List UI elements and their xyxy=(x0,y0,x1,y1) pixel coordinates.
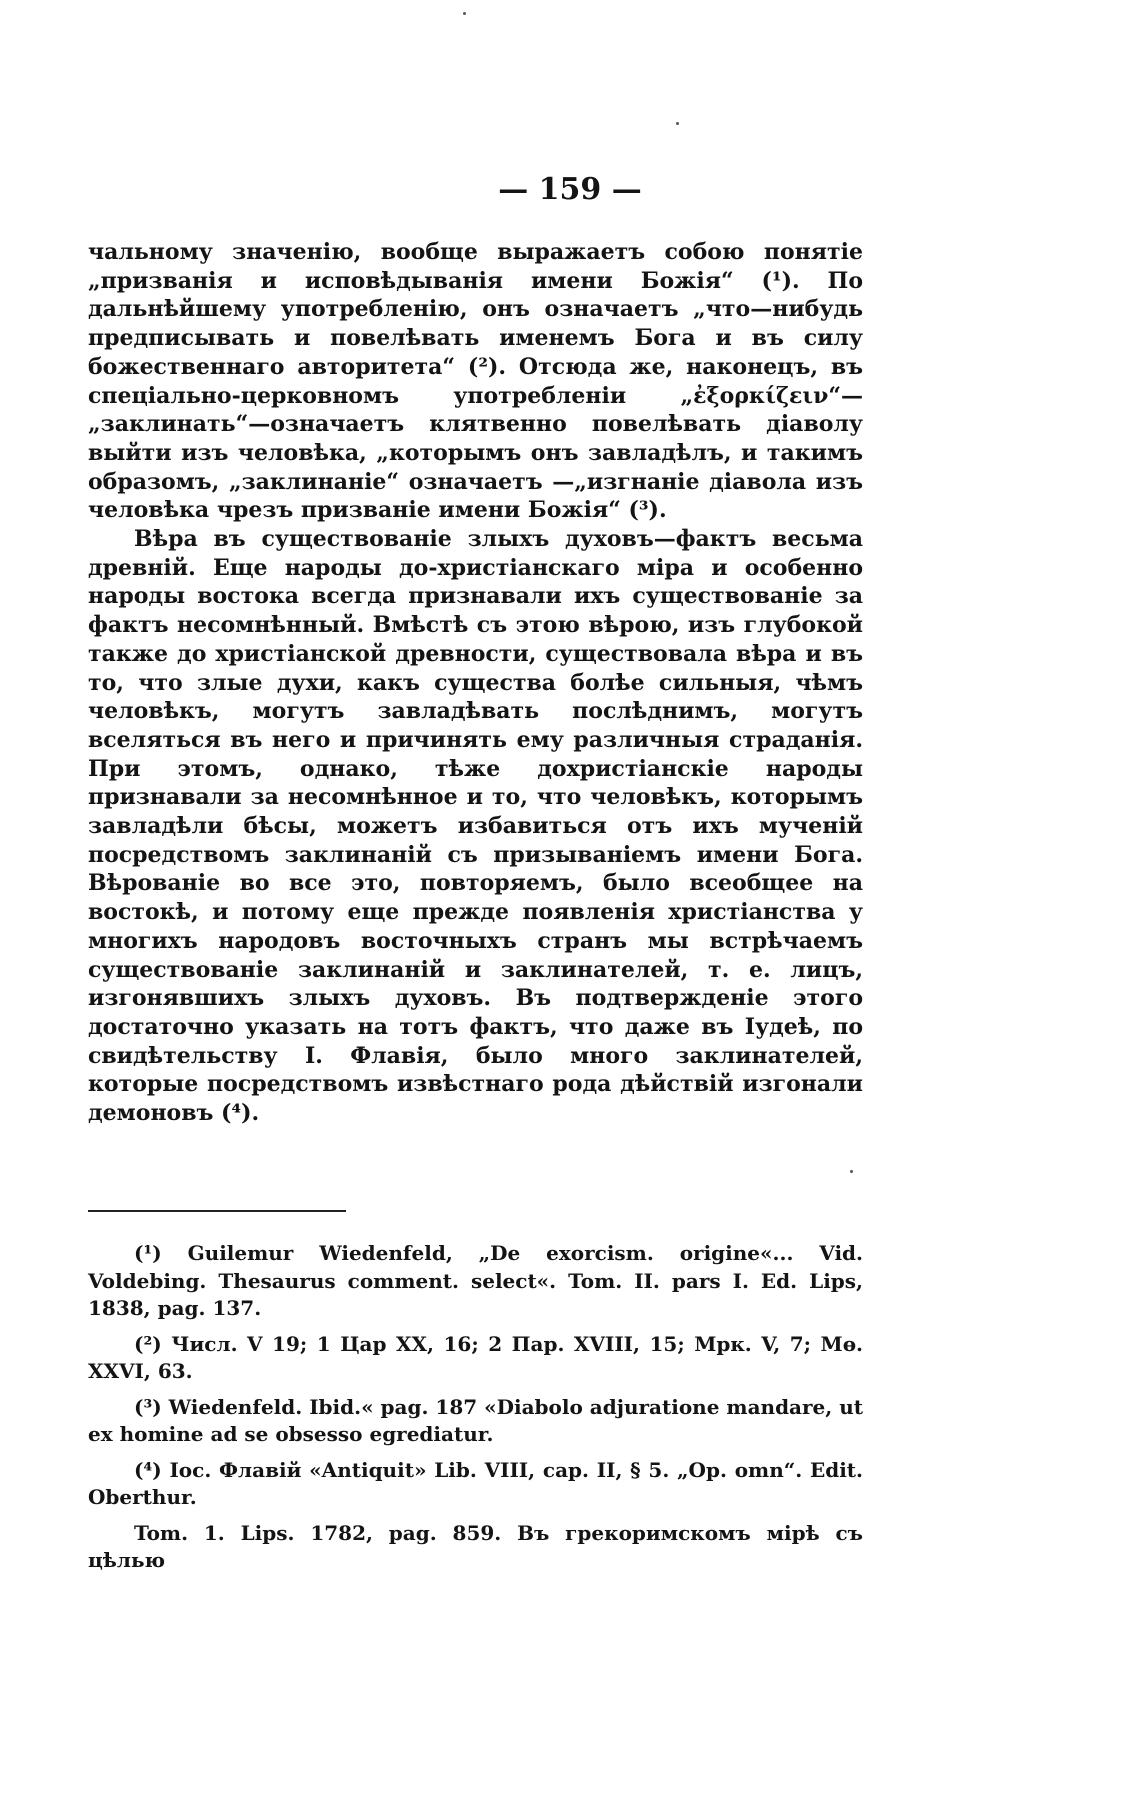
footnote-3: (³) Wiedenfeld. Ibid.« pag. 187 «Diabolo adjuratione mandare, ut ex homine ad se obsesso egrediatur. xyxy=(88,1394,863,1446)
footnote-continuation: Tom. 1. Lips. 1782, pag. 859. Въ грекоримскомъ мірѣ съ цѣлью xyxy=(88,1520,863,1572)
paragraph-1: чальному значенію, вообще выражаетъ собою понятіе „призванія и исповѣдыванія имени Божія“ (¹). По дальнѣйшему употребленію, онъ означаетъ „что—нибудь предписывать и повелѣвать именемъ Бога и въ силу божественнаго авторитета“ (²). Отсюда же, наконецъ, въ спеціально-церковномъ употребленіи „ἐξορκίζειν“—„заклинать“—означаетъ клятвенно повелѣвать діаволу выйти изъ человѣка, „которымъ онъ завладѣлъ, и такимъ образомъ, „заклинаніе“ означаетъ —„изгнаніе діавола изъ человѣка чрезъ призваніе имени Божія“ (³). xyxy=(88,239,863,524)
footnote-1: (¹) Guilemur Wiedenfeld, „De exorcism. origine«... Vid. Voldebing. Thesaurus comment. select«. Tom. II. pars I. Ed. Lips, 1838, pag. 137. xyxy=(88,1241,863,1320)
main-text xyxy=(88,238,863,1128)
footnote-divider xyxy=(88,1210,346,1212)
page-number: — 159 — xyxy=(498,172,642,207)
footnote-4: (⁴) Іос. Флавій «Antiquit» Lib. VIII, cap. II, § 5. „Op. omn“. Edit. Oberthur. xyxy=(88,1457,863,1509)
scan-speck xyxy=(676,122,679,125)
footnote-2: (²) Числ. V 19; 1 Цар XX, 16; 2 Пар. XVIII, 15; Мрк. V, 7; Мө. XXVI, 63. xyxy=(88,1331,863,1383)
scan-speck xyxy=(463,12,466,15)
footnotes xyxy=(88,1240,863,1575)
scan-speck xyxy=(850,1170,853,1173)
paragraph-2: Вѣра въ существованіе злыхъ духовъ—фактъ весьма древній. Еще народы до-христіанскаго міра и особенно народы востока всегда признавали ихъ существованіе за фактъ несомнѣнный. Вмѣстѣ съ этою вѣрою, изъ глубокой также до христіанской древности, существовала вѣра и въ то, что злые духи, какъ существа болѣе сильныя, чѣмъ человѣкъ, могутъ завладѣвать послѣднимъ, могутъ вселяться въ него и причинять ему различныя страданія. При этомъ, однако, тѣже дохристіанскіе народы признавали за несомнѣнное и то, что человѣкъ, которымъ завладѣли бѣсы, можетъ избавиться отъ ихъ мученій посредствомъ заклинаній съ призываніемъ имени Бога. Вѣрованіе во все это, повторяемъ, было всеобщее на востокѣ, и потому еще прежде появленія христіанства у многихъ народовъ восточныхъ странъ мы встрѣчаемъ существованіе заклинаній и заклинателей, т. е. лицъ, изгонявшихъ злыхъ духовъ. Въ подтвержденіе этого достаточно указать на тотъ фактъ, что даже въ Іудеѣ, по свидѣтельству І. Флавія, было много заклинателей, которые посредствомъ извѣстнаго рода дѣйствій изгонали демоновъ (⁴). xyxy=(88,526,863,1127)
